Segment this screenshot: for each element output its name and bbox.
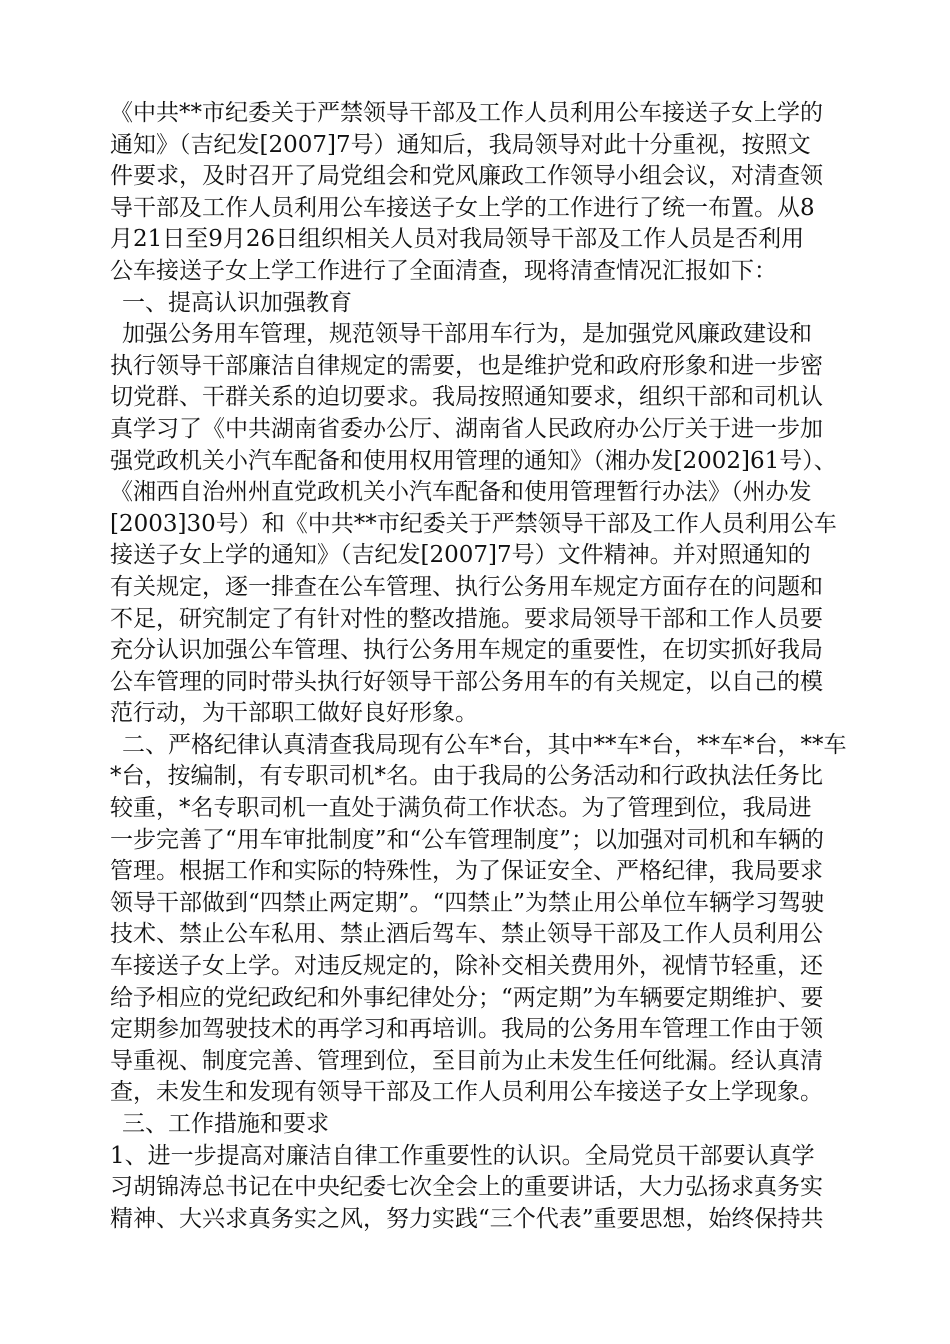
text-line: 一步完善了“用车审批制度”和“公车管理制度”；以加强对司机和车辆的 bbox=[110, 826, 825, 853]
text-line: 车接送子女上学。对违反规定的，除补交相关费用外，视情节轻重，还 bbox=[110, 953, 823, 980]
text-line: 给予相应的党纪政纪和外事纪律处分；“两定期”为车辆要定期维护、要 bbox=[110, 984, 824, 1011]
text-line: 月21日至9月26日组织相关人员对我局领导干部及工作人员是否利用 bbox=[110, 226, 805, 253]
text-line: 习胡锦涛总书记在中央纪委七次全会上的重要讲话，大力弘扬求真务实 bbox=[110, 1174, 823, 1201]
text-line: 加强公务用车管理，规范领导干部用车行为，是加强党风廉政建设和 bbox=[122, 321, 812, 348]
text-line: 较重，*名专职司机一直处于满负荷工作状态。为了管理到位，我局进 bbox=[110, 795, 812, 822]
text-line: 切党群、干群关系的迫切要求。我局按照通知要求，组织干部和司机认 bbox=[110, 384, 823, 411]
text-line: 范行动，为干部职工做好良好形象。 bbox=[110, 700, 478, 727]
text-line: 导干部及工作人员利用公车接送子女上学的工作进行了统一布置。从8 bbox=[110, 194, 815, 221]
text-line: 1、进一步提高对廉洁自律工作重要性的认识。全局党员干部要认真学 bbox=[110, 1142, 815, 1169]
text-line: 通知》（吉纪发[2007]7号）通知后，我局领导对此十分重视，按照文 bbox=[110, 131, 811, 158]
text-line: 接送子女上学的通知》（吉纪发[2007]7号）文件精神。并对照通知的 bbox=[110, 542, 811, 569]
text-line: 强党政机关小汽车配备和使用权用管理的通知》（湘办发[2002]61号）、 bbox=[110, 447, 837, 474]
section-heading: 二、严格纪律认真清查我局现有公车*台，其中**车*台，**车*台，**车 bbox=[122, 731, 847, 758]
text-line: 《湘西自治州州直党政机关小汽车配备和使用管理暂行办法》（州办发 bbox=[110, 479, 812, 506]
text-line: 导重视、制度完善、管理到位，至目前为止未发生任何纰漏。经认真清 bbox=[110, 1047, 823, 1074]
text-line: 定期参加驾驶技术的再学习和再培训。我局的公务用车管理工作由于领 bbox=[110, 1016, 823, 1043]
text-line: 公车管理的同时带头执行好领导干部公务用车的有关规定，以自己的模 bbox=[110, 668, 823, 695]
text-line: 公车接送子女上学工作进行了全面清查，现将清查情况汇报如下： bbox=[110, 257, 777, 284]
text-line: 不足，研究制定了有针对性的整改措施。要求局领导干部和工作人员要 bbox=[110, 605, 823, 632]
document-body bbox=[110, 98, 847, 1235]
text-line: [2003]30号）和《中共**市纪委关于严禁领导干部及工作人员利用公车 bbox=[110, 510, 837, 537]
section-heading: 三、工作措施和要求 bbox=[122, 1111, 329, 1137]
text-line: 查，未发生和发现有领导干部及工作人员利用公车接送子女上学现象。 bbox=[110, 1079, 823, 1106]
text-line: 真学习了《中共湖南省委办公厅、湖南省人民政府办公厅关于进一步加 bbox=[110, 415, 823, 442]
text-line: 《中共**市纪委关于严禁领导干部及工作人员利用公车接送子女上学的 bbox=[110, 100, 823, 126]
section-heading: 一、提高认识加强教育 bbox=[122, 289, 352, 316]
text-line: *台，按编制，有专职司机*名。由于我局的公务活动和行政执法任务比 bbox=[110, 763, 823, 790]
text-line: 技术、禁止公车私用、禁止酒后驾车、禁止领导干部及工作人员利用公 bbox=[110, 921, 823, 948]
text-line: 精神、大兴求真务实之风，努力实践“三个代表”重要思想，始终保持共 bbox=[110, 1205, 824, 1232]
text-line: 管理。根据工作和实际的特殊性，为了保证安全、严格纪律，我局要求 bbox=[110, 858, 823, 885]
text-line: 件要求，及时召开了局党组会和党风廉政工作领导小组会议，对清查领 bbox=[110, 163, 823, 190]
text-line: 充分认识加强公车管理、执行公务用车规定的重要性，在切实抓好我局 bbox=[110, 637, 823, 664]
text-line: 领导干部做到“四禁止两定期”。“四禁止”为禁止用公单位车辆学习驾驶 bbox=[110, 889, 825, 916]
text-line: 执行领导干部廉洁自律规定的需要，也是维护党和政府形象和进一步密 bbox=[110, 352, 823, 379]
text-line: 有关规定，逐一排查在公车管理、执行公务用车规定方面存在的问题和 bbox=[110, 573, 823, 600]
